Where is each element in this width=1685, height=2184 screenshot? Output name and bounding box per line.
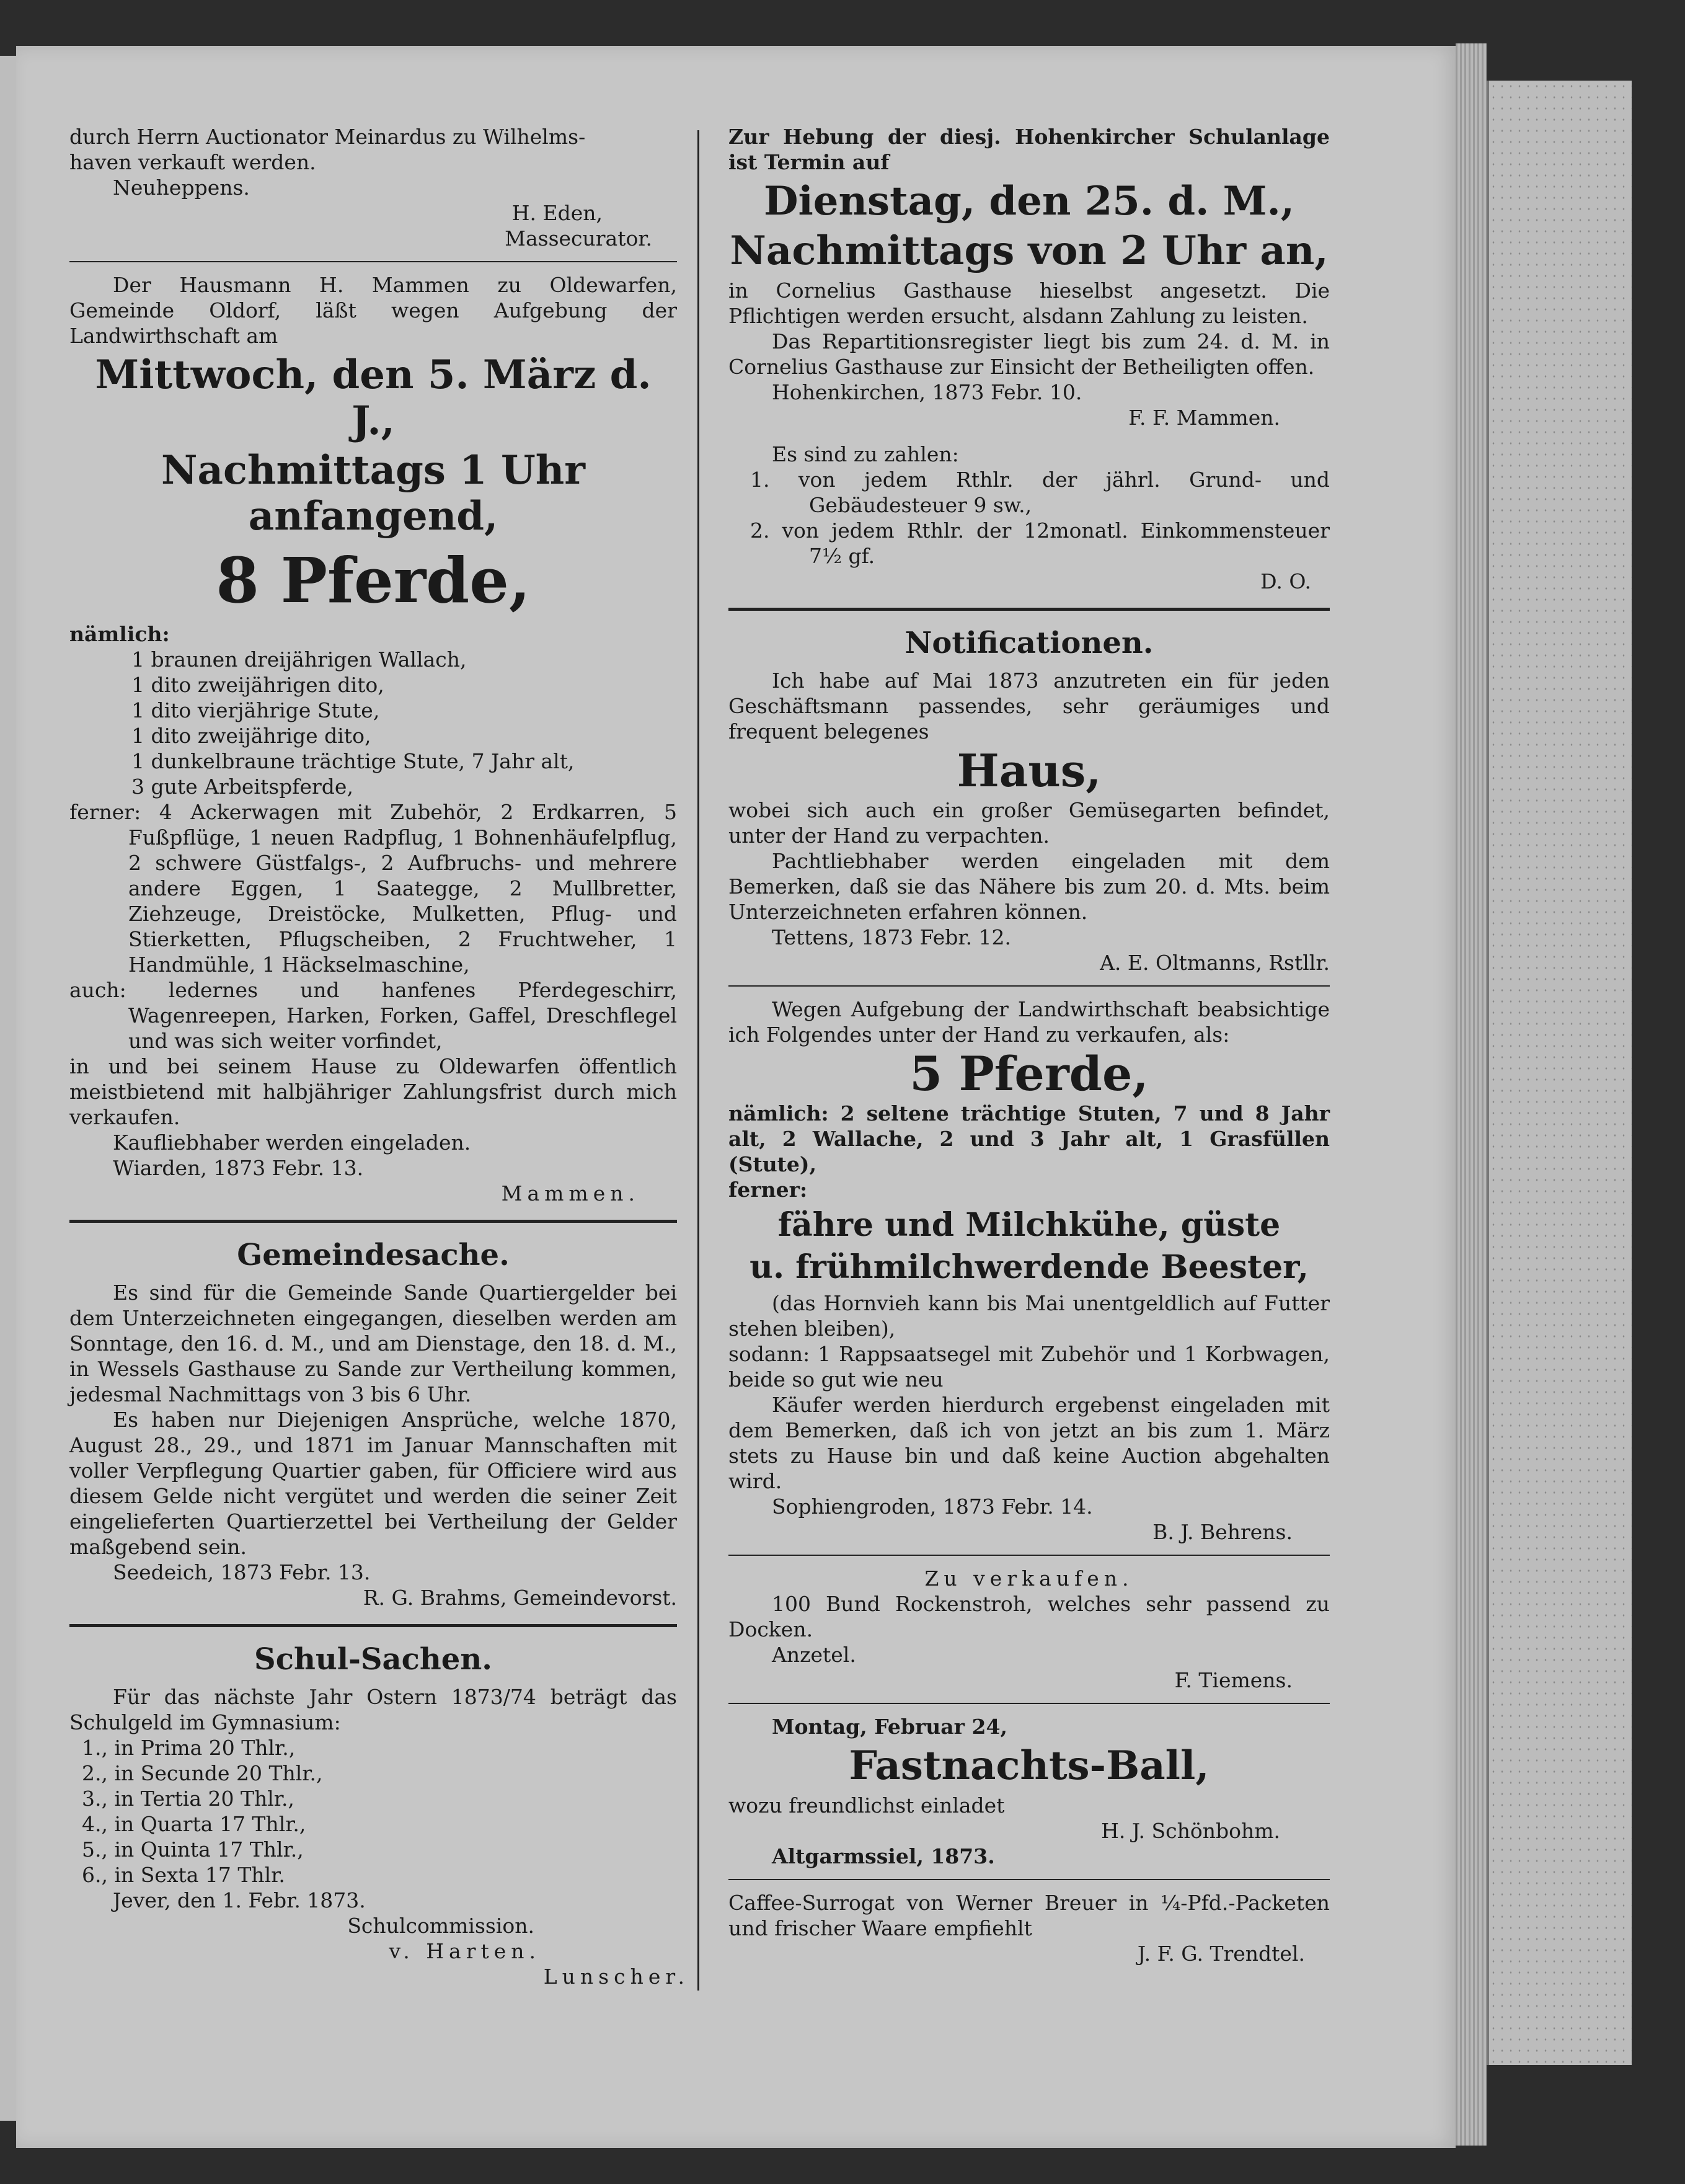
separator — [69, 1220, 677, 1223]
ad-headline: 5 Pferde, — [909, 1046, 1149, 1101]
sale-text: in und bei seinem Hause zu Oldewarfen öffentlich meistbietend mit halbjähriger Zahlungsfrist durch mich verkaufen. — [69, 1054, 677, 1129]
buyers-text: Kaufliebhaber werden eingeladen. — [113, 1130, 471, 1155]
paragraph: wozu freundlichst einladet — [728, 1793, 1005, 1818]
left-column — [69, 124, 689, 1989]
paragraph: Es sind zu zahlen: — [772, 442, 959, 466]
section-heading: Gemeindesache. — [237, 1238, 510, 1272]
place-line: Hohenkirchen, 1873 Febr. 10. — [772, 380, 1082, 404]
book-cover — [1487, 81, 1632, 2065]
paragraph: Das Repartitionsregister liegt bis zum 24. d. M. in Cornelius Gasthause zur Einsicht der Betheiligten offen. — [728, 329, 1330, 379]
list-item: 4., in Quarta 17 Thlr., — [82, 1812, 306, 1836]
signature: J. F. G. Trendtel. — [1137, 1942, 1305, 1966]
place-line: Wiarden, 1873 Febr. 13. — [113, 1156, 364, 1180]
ad-headline: Fastnachts-Ball, — [849, 1742, 1210, 1789]
signature: F. Tiemens. — [1174, 1668, 1293, 1692]
signature-role: Massecurator. — [505, 226, 652, 251]
paragraph: Es sind für die Gemeinde Sande Quartiergelder bei dem Unterzeichneten eingegangen, dieselben werden am Sonntage, den 16. d. M., und am Dienstage, den 18. d. M., in Wessels Gasthause zu Sande zur Vertheilung kommen, jedesmal Nachmittags von 3 bis 6 Uhr. — [69, 1281, 677, 1406]
place-line: Anzetel. — [772, 1643, 856, 1667]
intro-line: haven verkauft werden. — [69, 150, 316, 174]
place-line: Altgarmssiel, 1873. — [772, 1844, 995, 1868]
ad-text: Zur Hebung der diesj. Hohenkircher Schulanlage ist Termin auf — [728, 125, 1330, 174]
previous-page-edge — [0, 56, 18, 2121]
ad-time: Nachmittags 1 Uhr anfangend, — [161, 447, 586, 539]
list-item: 1 dito zweijährige dito, — [131, 724, 371, 748]
place-line: Tettens, 1873 Febr. 12. — [772, 925, 1012, 949]
ad-date: Mittwoch, den 5. März d. J., — [95, 352, 652, 444]
ad-headline: 8 Pferde, — [216, 544, 531, 617]
list-item: 6., in Sexta 17 Thlr. — [82, 1863, 285, 1887]
list-item: 1., in Prima 20 Thlr., — [82, 1736, 296, 1760]
separator — [728, 1703, 1330, 1704]
ad-time: Nachmittags von 2 Uhr an, — [730, 228, 1329, 274]
paragraph: sodann: 1 Rappsaatsegel mit Zubehör und 1 Korbwagen, beide so gut wie neu — [728, 1342, 1330, 1392]
ad-date: Dienstag, den 25. d. M., — [763, 178, 1295, 224]
column-divider — [697, 130, 699, 1991]
section-heading: Schul-Sachen. — [254, 1642, 492, 1677]
list-item: 1 dito zweijährigen dito, — [131, 673, 384, 697]
paragraph: Wegen Aufgebung der Landwirthschaft beabsichtige ich Folgendes unter der Hand zu verkaufen, als: — [728, 997, 1330, 1047]
signature: H. Eden, — [511, 201, 603, 225]
ad-headline: Haus, — [957, 744, 1102, 797]
paragraph: 100 Bund Rockenstroh, welches sehr passend zu Docken. — [728, 1592, 1330, 1641]
paragraph: Pachtliebhaber werden eingeladen mit dem Bemerken, daß sie das Nähere bis zum 20. d. Mts. beim Unterzeichneten erfahren können. — [728, 849, 1330, 924]
list-item: 2. von jedem Rthlr. der 12monatl. Einkommensteuer 7½ gf. — [750, 518, 1330, 568]
place-line: Seedeich, 1873 Febr. 13. — [113, 1560, 371, 1584]
list-item: 1 braunen dreijährigen Wallach, — [131, 647, 467, 672]
page-stack-edge — [1456, 43, 1487, 2146]
auch-text: auch: ledernes und hanfenes Pferdegeschirr, Wagenreepen, Harken, Forken, Gaffel, Dreschflegel und was sich weiter vorfindet, — [69, 978, 677, 1053]
signature: v. Harten. — [389, 1939, 541, 1963]
paragraph: Es haben nur Diejenigen Ansprüche, welche 1870, August 28., 29., und 1871 im Januar Mannschaften mit voller Verpflegung Quartier gaben, für Officiere wird aus diesem Gelde nicht vergütet und werden die seiner Zeit eingelieferten Quartierzettel bei Vertheilung der Gelder maßgebend sein. — [69, 1408, 677, 1559]
place-line: Jever, den 1. Febr. 1873. — [113, 1888, 366, 1912]
separator — [69, 1624, 677, 1627]
section-heading-small: Zu verkaufen. — [924, 1566, 1134, 1591]
ferner-text: ferner: 4 Ackerwagen mit Zubehör, 2 Erdkarren, 5 Fußpflüge, 1 neuen Radpflug, 1 Bohnenhäufelpflug, 2 schwere Güstfalgs-, 2 Aufbruchs- und mehrere andere Eggen, 1 Saategge, 2 Mullbretter, Ziehzeuge, Dreistöcke, Mulketten, Pflug- und Stierketten, Pflugscheiben, 2 Fruchtweher, 1 Handmühle, 1 Häckselmaschine, — [69, 800, 677, 977]
signature: Mammen. — [501, 1181, 640, 1205]
signature: R. G. Brahms, Gemeindevorst. — [363, 1586, 677, 1610]
paragraph: wobei sich auch ein großer Gemüsegarten befindet, unter der Hand zu verpachten. — [728, 798, 1330, 848]
paragraph: Caffee-Surrogat von Werner Breuer in ¼-Pfd.-Packeten und frischer Waare empfiehlt — [728, 1891, 1330, 1940]
intro-line: durch Herrn Auctionator Meinardus zu Wilhelms- — [69, 125, 586, 149]
ferner-label: ferner: — [728, 1178, 808, 1202]
paragraph: (das Hornvieh kann bis Mai unentgeldlich auf Futter stehen bleiben), — [728, 1291, 1330, 1341]
separator — [728, 985, 1330, 987]
list-item: 3 gute Arbeitspferde, — [131, 775, 353, 799]
namlich-label: nämlich: — [69, 622, 170, 646]
list-item: 1 dito vierjährige Stute, — [131, 698, 380, 722]
ball-date: Montag, Februar 24, — [772, 1715, 1007, 1739]
right-column — [728, 124, 1330, 1966]
signature-role: Schulcommission. — [347, 1914, 534, 1938]
list-item: 5., in Quinta 17 Thlr., — [82, 1837, 304, 1862]
fee-list — [69, 1735, 677, 1888]
horse-list — [69, 647, 677, 799]
list-item: 1. von jedem Rthlr. der jährl. Grund- und Gebäudesteuer 9 sw., — [750, 468, 1330, 517]
section-heading: Notificationen. — [904, 626, 1154, 660]
list-item: 3., in Tertia 20 Thlr., — [82, 1787, 294, 1811]
separator — [728, 1879, 1330, 1880]
paragraph: Ich habe auf Mai 1873 anzutreten ein für jeden Geschäftsmann passendes, sehr geräumiges und frequent belegenes — [728, 668, 1330, 744]
place-line: Neuheppens. — [113, 175, 250, 200]
signature: B. J. Behrens. — [1152, 1520, 1293, 1544]
signature: A. E. Oltmanns, Rstllr. — [1100, 951, 1330, 975]
separator — [69, 261, 677, 262]
paragraph: Für das nächste Jahr Ostern 1873/74 beträgt das Schulgeld im Gymnasium: — [69, 1685, 677, 1734]
paragraph: in Cornelius Gasthause hieselbst angesetzt. Die Pflichtigen werden ersucht, alsdann Zahlung zu leisten. — [728, 278, 1330, 328]
paragraph: Käufer werden hierdurch ergebenst eingeladen mit dem Bemerken, daß ich von jetzt an bis zum 1. März stets zu Hause bin und daß keine Auction abgehalten wird. — [728, 1393, 1330, 1493]
signature: Lunscher. — [543, 1964, 689, 1989]
place-line: Sophiengroden, 1873 Febr. 14. — [772, 1494, 1093, 1519]
list-item: 2., in Secunde 20 Thlr., — [82, 1761, 323, 1785]
signature: D. O. — [1260, 569, 1311, 593]
ad-text: Der Hausmann H. Mammen zu Oldewarfen, Gemeinde Oldorf, läßt wegen Aufgebung der Landwirthschaft am — [69, 273, 677, 348]
list-item: 1 dunkelbraune trächtige Stute, 7 Jahr alt, — [131, 749, 575, 773]
separator — [728, 1555, 1330, 1556]
signature: F. F. Mammen. — [1128, 406, 1280, 430]
signature: H. J. Schönbohm. — [1101, 1819, 1280, 1843]
separator — [728, 608, 1330, 611]
paragraph: nämlich: 2 seltene trächtige Stuten, 7 und 8 Jahr alt, 2 Wallache, 2 und 3 Jahr alt, 1 Grasfüllen (Stute), — [728, 1101, 1330, 1176]
ad-subheadline: u. frühmilchwerdende Beester, — [750, 1248, 1309, 1286]
ad-subheadline: fähre und Milchkühe, güste — [777, 1206, 1281, 1244]
